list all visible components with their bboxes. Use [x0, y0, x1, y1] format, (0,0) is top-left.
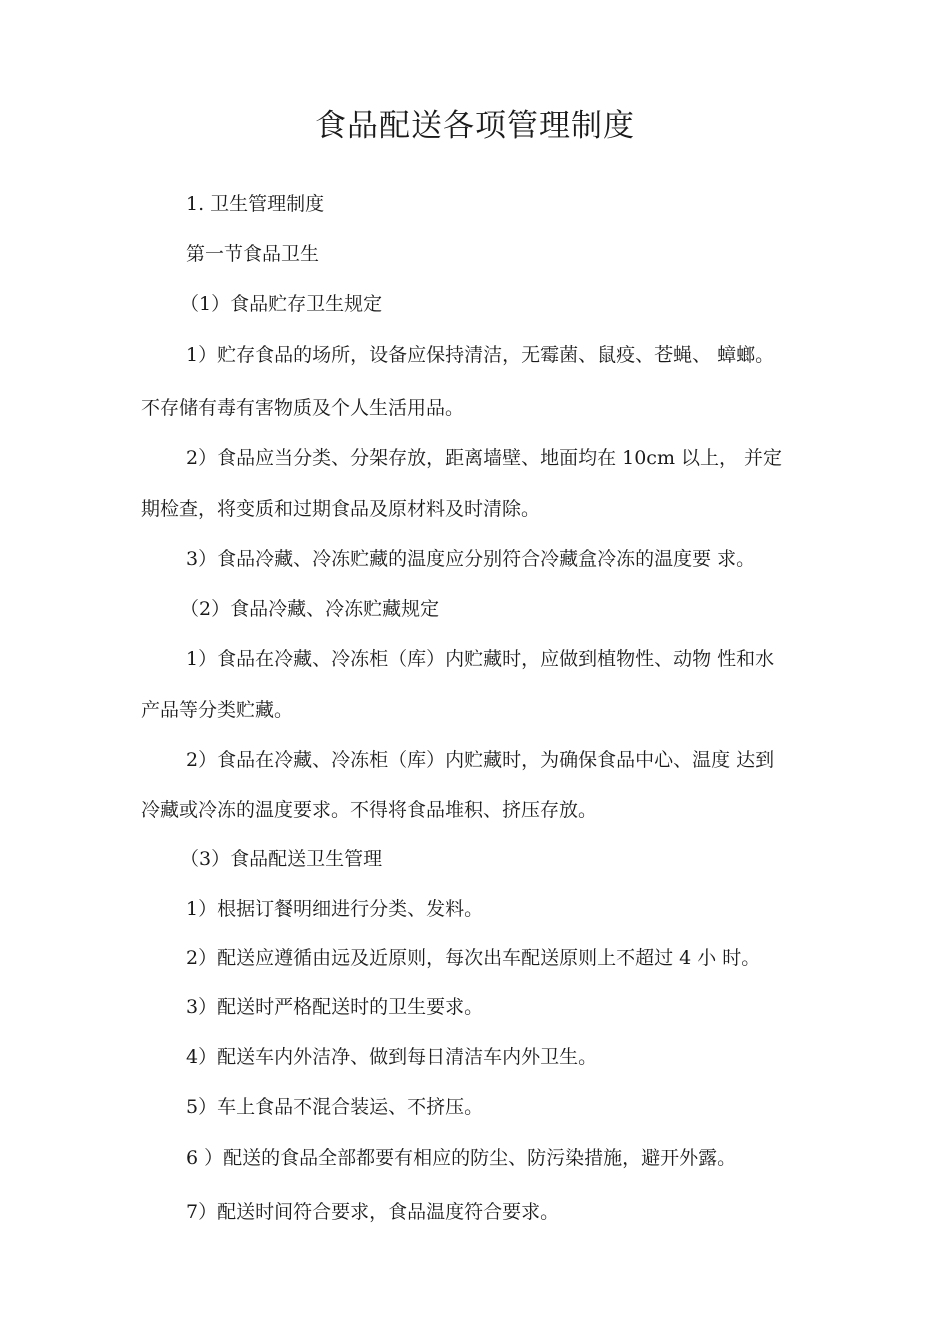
paragraph-line: 2）食品应当分类、分架存放，距离墙壁、地面均在 10cm 以上， 并定: [186, 447, 783, 469]
paragraph-line: 2）配送应遵循由远及近原则，每次出车配送原则上不超过 4 小 时。: [186, 947, 761, 969]
rule-heading: （2）食品冷藏、冷冻贮藏规定: [180, 598, 440, 620]
paragraph-line: 1）根据订餐明细进行分类、发料。: [186, 898, 484, 920]
rule-heading: （1）食品贮存卫生规定: [180, 293, 383, 315]
paragraph-line: 冷藏或冷冻的温度要求。不得将食品堆积、挤压存放。: [141, 799, 598, 821]
subsection-heading: 第一节食品卫生: [186, 243, 320, 265]
paragraph-line: 3）配送时严格配送时的卫生要求。: [186, 996, 484, 1018]
paragraph-line: 6 ）配送的食品全部都要有相应的防尘、防污染措施，避开外露。: [186, 1147, 737, 1169]
paragraph-line: 5）车上食品不混合装运、不挤压。: [186, 1096, 484, 1118]
document-title: 食品配送各项管理制度: [315, 108, 635, 144]
paragraph-line: 1）食品在冷藏、冷冻柜（库）内贮藏时，应做到植物性、动物 性和水: [186, 648, 775, 670]
paragraph-line: 期检查，将变质和过期食品及原材料及时清除。: [141, 498, 541, 520]
rule-heading: （3）食品配送卫生管理: [180, 848, 383, 870]
paragraph-line: 7）配送时间符合要求，食品温度符合要求。: [186, 1201, 560, 1223]
paragraph-line: 产品等分类贮藏。: [141, 699, 294, 721]
paragraph-line: 4）配送车内外洁净、做到每日清洁车内外卫生。: [186, 1046, 598, 1068]
paragraph-line: 2）食品在冷藏、冷冻柜（库）内贮藏时，为确保食品中心、温度 达到: [186, 749, 775, 771]
section-heading: 1. 卫生管理制度: [186, 193, 325, 215]
paragraph-line: 3）食品冷藏、冷冻贮藏的温度应分别符合冷藏盒冷冻的温度要 求。: [186, 548, 756, 570]
paragraph-line: 1）贮存食品的场所，设备应保持清洁，无霉菌、鼠疫、苍蝇、 蟑螂。: [186, 344, 775, 366]
paragraph-line: 不存储有毒有害物质及个人生活用品。: [141, 397, 465, 419]
